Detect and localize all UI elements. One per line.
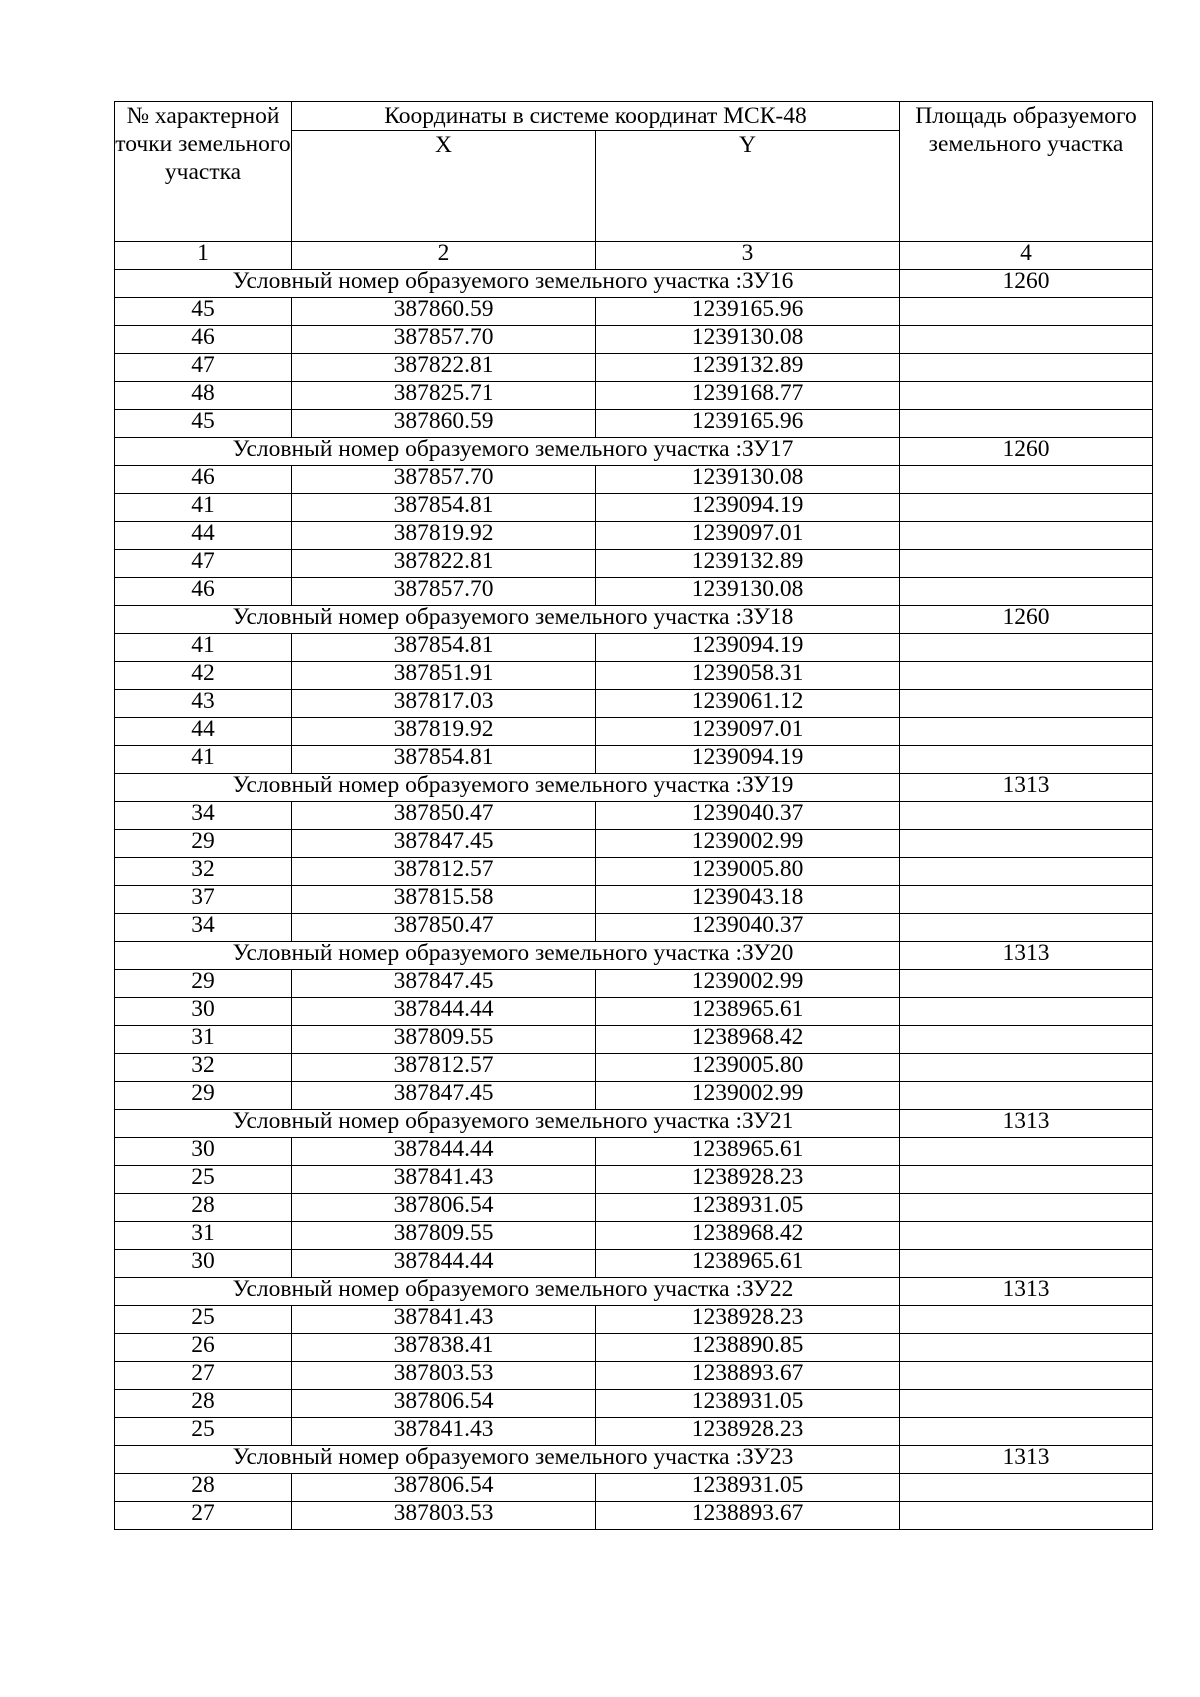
x-coordinate: 387841.43 xyxy=(292,1418,596,1446)
area-cell-empty xyxy=(900,1222,1153,1250)
x-coordinate: 387838.41 xyxy=(292,1334,596,1362)
x-coordinate: 387812.57 xyxy=(292,1054,596,1082)
x-coordinate: 387854.81 xyxy=(292,494,596,522)
y-coordinate: 1239130.08 xyxy=(596,326,900,354)
x-coordinate: 387812.57 xyxy=(292,858,596,886)
table-row xyxy=(115,466,1153,494)
table-row xyxy=(115,1306,1153,1334)
x-coordinate: 387847.45 xyxy=(292,830,596,858)
point-number: 43 xyxy=(115,690,292,718)
plot-area: 1260 xyxy=(900,270,1153,298)
table-row xyxy=(115,886,1153,914)
area-cell-empty xyxy=(900,802,1153,830)
x-coordinate: 387851.91 xyxy=(292,662,596,690)
coordinates-header: Координаты в системе координат МСК-48 xyxy=(292,102,900,131)
x-coordinate: 387819.92 xyxy=(292,718,596,746)
table-row xyxy=(115,522,1153,550)
point-number: 48 xyxy=(115,382,292,410)
plot-header-row xyxy=(115,1278,1153,1306)
table-row xyxy=(115,298,1153,326)
point-number: 25 xyxy=(115,1306,292,1334)
table-row xyxy=(115,1390,1153,1418)
table-row xyxy=(115,914,1153,942)
table-row xyxy=(115,690,1153,718)
y-coordinate: 1238968.42 xyxy=(596,1222,900,1250)
table-row xyxy=(115,858,1153,886)
point-number: 25 xyxy=(115,1166,292,1194)
area-cell-empty xyxy=(900,1502,1153,1530)
y-coordinate: 1238928.23 xyxy=(596,1418,900,1446)
point-number: 46 xyxy=(115,578,292,606)
point-number: 44 xyxy=(115,522,292,550)
point-number: 41 xyxy=(115,746,292,774)
point-number: 29 xyxy=(115,830,292,858)
point-number: 28 xyxy=(115,1194,292,1222)
table-row xyxy=(115,718,1153,746)
y-coordinate: 1238931.05 xyxy=(596,1390,900,1418)
table-row xyxy=(115,382,1153,410)
area-cell-empty xyxy=(900,830,1153,858)
x-coordinate: 387806.54 xyxy=(292,1474,596,1502)
plot-label xyxy=(115,270,900,298)
area-cell-empty xyxy=(900,1054,1153,1082)
plot-area: 1313 xyxy=(900,942,1153,970)
table-row xyxy=(115,1334,1153,1362)
table-row xyxy=(115,746,1153,774)
area-cell-empty xyxy=(900,1306,1153,1334)
x-header: X xyxy=(292,131,596,242)
y-coordinate: 1238965.61 xyxy=(596,1250,900,1278)
x-coordinate: 387822.81 xyxy=(292,550,596,578)
x-coordinate: 387822.81 xyxy=(292,354,596,382)
point-number: 47 xyxy=(115,354,292,382)
area-cell-empty xyxy=(900,970,1153,998)
column-numbers-row xyxy=(115,242,1153,270)
column-number: 2 xyxy=(292,242,596,270)
point-number: 27 xyxy=(115,1502,292,1530)
y-coordinate: 1239002.99 xyxy=(596,970,900,998)
y-coordinate: 1239132.89 xyxy=(596,550,900,578)
area-cell-empty xyxy=(900,1474,1153,1502)
plot-label-text: Условный номер образуемого земельного участка :ЗУ20 xyxy=(232,941,794,966)
table-row xyxy=(115,1250,1153,1278)
column-number: 3 xyxy=(596,242,900,270)
point-number: 28 xyxy=(115,1390,292,1418)
table-row xyxy=(115,578,1153,606)
plot-header-row xyxy=(115,774,1153,802)
x-coordinate: 387844.44 xyxy=(292,1138,596,1166)
area-cell-empty xyxy=(900,1194,1153,1222)
y-header: Y xyxy=(596,131,900,242)
area-cell-empty xyxy=(900,1026,1153,1054)
x-coordinate: 387844.44 xyxy=(292,998,596,1026)
header-row-1 xyxy=(115,102,1153,131)
plot-header-row xyxy=(115,438,1153,466)
area-cell-empty xyxy=(900,1390,1153,1418)
plot-label xyxy=(115,1446,900,1474)
y-coordinate: 1239168.77 xyxy=(596,382,900,410)
table-row xyxy=(115,1166,1153,1194)
table-body xyxy=(115,102,1153,1530)
x-coordinate: 387857.70 xyxy=(292,578,596,606)
y-coordinate: 1239040.37 xyxy=(596,802,900,830)
x-coordinate: 387860.59 xyxy=(292,410,596,438)
y-coordinate: 1239130.08 xyxy=(596,578,900,606)
area-cell-empty xyxy=(900,886,1153,914)
plot-label-text: Условный номер образуемого земельного участка :ЗУ21 xyxy=(232,1109,794,1134)
plot-header-row xyxy=(115,1446,1153,1474)
plot-header-row xyxy=(115,270,1153,298)
plot-label xyxy=(115,606,900,634)
area-cell-empty xyxy=(900,354,1153,382)
table-row xyxy=(115,970,1153,998)
point-number: 34 xyxy=(115,802,292,830)
table-row xyxy=(115,1222,1153,1250)
area-cell-empty xyxy=(900,522,1153,550)
column-number: 4 xyxy=(900,242,1153,270)
point-number: 47 xyxy=(115,550,292,578)
y-coordinate: 1239043.18 xyxy=(596,886,900,914)
area-cell-empty xyxy=(900,1166,1153,1194)
x-coordinate: 387809.55 xyxy=(292,1222,596,1250)
y-coordinate: 1239165.96 xyxy=(596,410,900,438)
x-coordinate: 387850.47 xyxy=(292,802,596,830)
area-cell-empty xyxy=(900,998,1153,1026)
point-number: 46 xyxy=(115,326,292,354)
table-row xyxy=(115,1362,1153,1390)
x-coordinate: 387809.55 xyxy=(292,1026,596,1054)
x-coordinate: 387825.71 xyxy=(292,382,596,410)
plot-area: 1260 xyxy=(900,606,1153,634)
point-number: 29 xyxy=(115,970,292,998)
x-coordinate: 387847.45 xyxy=(292,1082,596,1110)
table-row xyxy=(115,634,1153,662)
y-coordinate: 1238893.67 xyxy=(596,1502,900,1530)
y-coordinate: 1238965.61 xyxy=(596,998,900,1026)
plot-label-text: Условный номер образуемого земельного участка :ЗУ17 xyxy=(232,437,794,462)
y-coordinate: 1239130.08 xyxy=(596,466,900,494)
point-number: 31 xyxy=(115,1026,292,1054)
x-coordinate: 387841.43 xyxy=(292,1166,596,1194)
point-number: 45 xyxy=(115,410,292,438)
plot-area: 1313 xyxy=(900,1278,1153,1306)
plot-header-row xyxy=(115,606,1153,634)
point-number: 30 xyxy=(115,1250,292,1278)
area-cell-empty xyxy=(900,1138,1153,1166)
x-coordinate: 387860.59 xyxy=(292,298,596,326)
table-row xyxy=(115,998,1153,1026)
table-row xyxy=(115,1194,1153,1222)
area-header: Площадь образуемого земельного участка xyxy=(900,102,1153,242)
plot-label xyxy=(115,1278,900,1306)
point-number: 32 xyxy=(115,1054,292,1082)
area-cell-empty xyxy=(900,494,1153,522)
x-coordinate: 387850.47 xyxy=(292,914,596,942)
table-row xyxy=(115,550,1153,578)
area-cell-empty xyxy=(900,1334,1153,1362)
plot-label-text: Условный номер образуемого земельного участка :ЗУ22 xyxy=(232,1277,794,1302)
x-coordinate: 387806.54 xyxy=(292,1194,596,1222)
point-number: 30 xyxy=(115,1138,292,1166)
table-row xyxy=(115,410,1153,438)
plot-label-text: Условный номер образуемого земельного участка :ЗУ16 xyxy=(232,269,794,294)
plot-label-text: Условный номер образуемого земельного участка :ЗУ19 xyxy=(232,773,794,798)
plot-label-text: Условный номер образуемого земельного участка :ЗУ23 xyxy=(232,1445,794,1470)
area-cell-empty xyxy=(900,410,1153,438)
plot-label xyxy=(115,438,900,466)
plot-label xyxy=(115,1110,900,1138)
x-coordinate: 387854.81 xyxy=(292,746,596,774)
y-coordinate: 1238890.85 xyxy=(596,1334,900,1362)
y-coordinate: 1239002.99 xyxy=(596,830,900,858)
x-coordinate: 387819.92 xyxy=(292,522,596,550)
y-coordinate: 1239002.99 xyxy=(596,1082,900,1110)
plot-header-row xyxy=(115,942,1153,970)
y-coordinate: 1239061.12 xyxy=(596,690,900,718)
y-coordinate: 1239094.19 xyxy=(596,746,900,774)
area-cell-empty xyxy=(900,326,1153,354)
x-coordinate: 387857.70 xyxy=(292,466,596,494)
y-coordinate: 1239005.80 xyxy=(596,1054,900,1082)
plot-area: 1313 xyxy=(900,774,1153,802)
plot-area: 1260 xyxy=(900,438,1153,466)
table-row xyxy=(115,830,1153,858)
x-coordinate: 387847.45 xyxy=(292,970,596,998)
area-cell-empty xyxy=(900,746,1153,774)
area-cell-empty xyxy=(900,466,1153,494)
plot-label xyxy=(115,942,900,970)
y-coordinate: 1239094.19 xyxy=(596,494,900,522)
x-coordinate: 387803.53 xyxy=(292,1362,596,1390)
y-coordinate: 1238968.42 xyxy=(596,1026,900,1054)
table-row xyxy=(115,1054,1153,1082)
x-coordinate: 387844.44 xyxy=(292,1250,596,1278)
area-cell-empty xyxy=(900,690,1153,718)
y-coordinate: 1238928.23 xyxy=(596,1306,900,1334)
point-number: 41 xyxy=(115,494,292,522)
plot-area: 1313 xyxy=(900,1110,1153,1138)
table-row xyxy=(115,1418,1153,1446)
y-coordinate: 1239132.89 xyxy=(596,354,900,382)
point-number: 27 xyxy=(115,1362,292,1390)
plot-area: 1313 xyxy=(900,1446,1153,1474)
plot-label-text: Условный номер образуемого земельного участка :ЗУ18 xyxy=(232,605,794,630)
area-cell-empty xyxy=(900,634,1153,662)
point-number: 37 xyxy=(115,886,292,914)
point-number: 42 xyxy=(115,662,292,690)
x-coordinate: 387857.70 xyxy=(292,326,596,354)
area-cell-empty xyxy=(900,914,1153,942)
x-coordinate: 387806.54 xyxy=(292,1390,596,1418)
table-row xyxy=(115,1474,1153,1502)
y-coordinate: 1239058.31 xyxy=(596,662,900,690)
area-cell-empty xyxy=(900,718,1153,746)
coordinates-table xyxy=(114,101,1153,1530)
point-number-header: № характерной точки земельного участка xyxy=(115,102,292,242)
y-coordinate: 1238931.05 xyxy=(596,1474,900,1502)
plot-header-row xyxy=(115,1110,1153,1138)
table-row xyxy=(115,662,1153,690)
point-number: 26 xyxy=(115,1334,292,1362)
table-row xyxy=(115,1138,1153,1166)
table-row xyxy=(115,1082,1153,1110)
point-number: 41 xyxy=(115,634,292,662)
point-number: 32 xyxy=(115,858,292,886)
point-number: 45 xyxy=(115,298,292,326)
area-cell-empty xyxy=(900,1250,1153,1278)
x-coordinate: 387803.53 xyxy=(292,1502,596,1530)
y-coordinate: 1238893.67 xyxy=(596,1362,900,1390)
y-coordinate: 1238928.23 xyxy=(596,1166,900,1194)
y-coordinate: 1238931.05 xyxy=(596,1194,900,1222)
point-number: 31 xyxy=(115,1222,292,1250)
table-row xyxy=(115,1026,1153,1054)
y-coordinate: 1239165.96 xyxy=(596,298,900,326)
plot-label xyxy=(115,774,900,802)
y-coordinate: 1239097.01 xyxy=(596,522,900,550)
area-cell-empty xyxy=(900,662,1153,690)
x-coordinate: 387841.43 xyxy=(292,1306,596,1334)
area-cell-empty xyxy=(900,1418,1153,1446)
area-cell-empty xyxy=(900,858,1153,886)
area-cell-empty xyxy=(900,550,1153,578)
point-number: 44 xyxy=(115,718,292,746)
area-cell-empty xyxy=(900,578,1153,606)
point-number: 34 xyxy=(115,914,292,942)
y-coordinate: 1239005.80 xyxy=(596,858,900,886)
column-number: 1 xyxy=(115,242,292,270)
area-cell-empty xyxy=(900,1082,1153,1110)
y-coordinate: 1239040.37 xyxy=(596,914,900,942)
table-row xyxy=(115,326,1153,354)
x-coordinate: 387854.81 xyxy=(292,634,596,662)
y-coordinate: 1239097.01 xyxy=(596,718,900,746)
y-coordinate: 1239094.19 xyxy=(596,634,900,662)
x-coordinate: 387815.58 xyxy=(292,886,596,914)
y-coordinate: 1238965.61 xyxy=(596,1138,900,1166)
table-row xyxy=(115,354,1153,382)
area-cell-empty xyxy=(900,298,1153,326)
area-cell-empty xyxy=(900,1362,1153,1390)
point-number: 29 xyxy=(115,1082,292,1110)
x-coordinate: 387817.03 xyxy=(292,690,596,718)
area-cell-empty xyxy=(900,382,1153,410)
point-number: 28 xyxy=(115,1474,292,1502)
table-row xyxy=(115,802,1153,830)
point-number: 25 xyxy=(115,1418,292,1446)
table-row xyxy=(115,494,1153,522)
table-row xyxy=(115,1502,1153,1530)
point-number: 46 xyxy=(115,466,292,494)
point-number: 30 xyxy=(115,998,292,1026)
